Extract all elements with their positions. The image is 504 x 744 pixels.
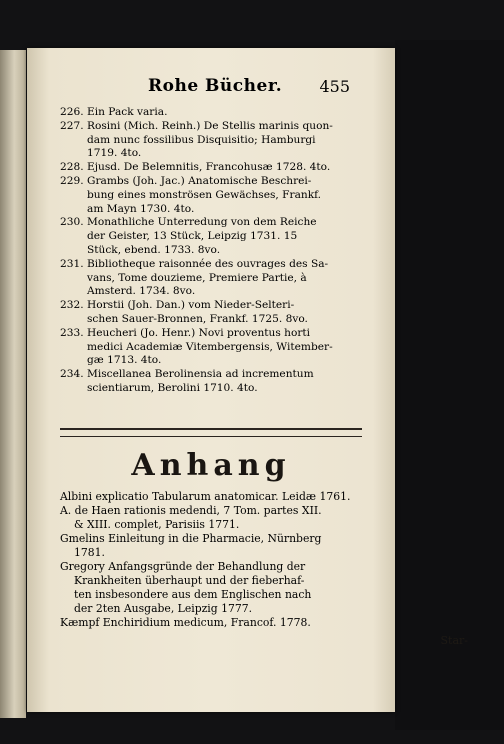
appendix-entry	[60, 616, 362, 630]
entry-line: 1719. 4to.	[87, 147, 142, 160]
entry-line: Monathliche Unterredung von dem Reiche	[87, 216, 317, 229]
entry-line: bung eines monströsen Gewächses, Frankf.	[87, 188, 322, 201]
entry-number: 230.	[60, 216, 84, 229]
entry-number: 228.	[60, 161, 84, 174]
catalog-entry	[60, 258, 362, 299]
entry-line: medici Academiæ Vitembergensis, Witember-	[87, 340, 333, 353]
entry-line: Krankheiten überhaupt und der fieberhaf-	[74, 574, 305, 587]
entry-number: 226.	[60, 106, 84, 118]
catalog-entry	[60, 161, 362, 175]
section-divider	[60, 428, 362, 437]
adjacent-page-edge	[0, 50, 26, 718]
entry-line: der 2ten Ausgabe, Leipzig 1777.	[74, 602, 253, 615]
entry-line: ten insbesondere aus dem Englischen nach	[74, 588, 312, 601]
catalog-entry	[60, 106, 362, 120]
entry-line: dam nunc fossilibus Disquisitio; Hamburgi	[87, 133, 316, 146]
entry-number: 229.	[60, 174, 84, 187]
appendix-entry	[60, 560, 362, 616]
entry-number: 227.	[60, 119, 84, 132]
page-number: 455	[319, 77, 350, 96]
appendix-entry	[60, 490, 362, 504]
catalog-entries	[60, 106, 362, 396]
catalog-entry	[60, 368, 362, 396]
catalog-entry	[60, 327, 362, 368]
entry-line: Grambs (Joh. Jac.) Anatomische Beschrei-	[87, 174, 312, 187]
catalog-entry	[60, 175, 362, 216]
entry-line: gæ 1713. 4to.	[87, 354, 162, 367]
appendix-entries	[60, 490, 362, 630]
catchword: Star-	[440, 634, 468, 647]
running-head: Rohe Bücher.	[148, 76, 283, 96]
entry-number: 233.	[60, 326, 84, 339]
entry-line: Heucheri (Jo. Henr.) Novi proventus horti	[87, 326, 311, 339]
entry-line: schen Sauer-Bronnen, Frankf. 1725. 8vo.	[87, 312, 308, 325]
entry-line: der Geister, 13 Stück, Leipzig 1731. 15	[87, 230, 298, 243]
entry-number: 234.	[60, 368, 84, 381]
entry-line: Gregory Anfangsgründe der Behandlung der	[60, 560, 306, 573]
entry-line: Rosini (Mich. Reinh.) De Stellis marinis quon-	[87, 119, 333, 132]
page-header	[60, 76, 360, 98]
entry-line: Stück, ebend. 1733. 8vo.	[87, 243, 221, 256]
appendix-entry	[60, 532, 362, 560]
entry-line: A. de Haen rationis medendi, 7 Tom. partes XII.	[60, 504, 322, 517]
entry-line: Gmelins Einleitung in die Pharmacie, Nürnberg	[60, 532, 322, 545]
entry-line: Bibliotheque raisonnée des ouvrages des Sa-	[87, 257, 329, 270]
entry-line: Miscellanea Berolinensia ad incrementum	[87, 368, 314, 381]
entry-line: Ein Pack varia.	[87, 106, 168, 118]
entry-line: & XIII. complet, Parisiis 1771.	[74, 518, 240, 531]
entry-line: Kæmpf Enchiridium medicum, Francof. 1778.	[60, 616, 311, 629]
background-right	[395, 40, 504, 730]
entry-line: am Mayn 1730. 4to.	[87, 202, 195, 215]
entry-line: scientiarum, Berolini 1710. 4to.	[87, 381, 258, 394]
entry-line: Horstii (Joh. Dan.) vom Nieder-Selteri-	[87, 299, 295, 312]
entry-line: Amsterd. 1734. 8vo.	[87, 285, 196, 298]
catalog-entry	[60, 120, 362, 161]
entry-line: vans, Tome douzieme, Premiere Partie, à	[87, 271, 307, 284]
catalog-entry	[60, 216, 362, 257]
entry-line: Albini explicatio Tabularum anatomicar. Leidæ 1761.	[60, 490, 351, 503]
appendix-entry	[60, 504, 362, 532]
catalog-entry	[60, 299, 362, 327]
entry-line: Ejusd. De Belemnitis, Francohusæ 1728. 4to.	[87, 161, 331, 174]
entry-line: 1781.	[74, 546, 105, 559]
entry-number: 231.	[60, 257, 84, 270]
entry-number: 232.	[60, 299, 84, 312]
appendix-heading: Anhang	[131, 448, 291, 483]
